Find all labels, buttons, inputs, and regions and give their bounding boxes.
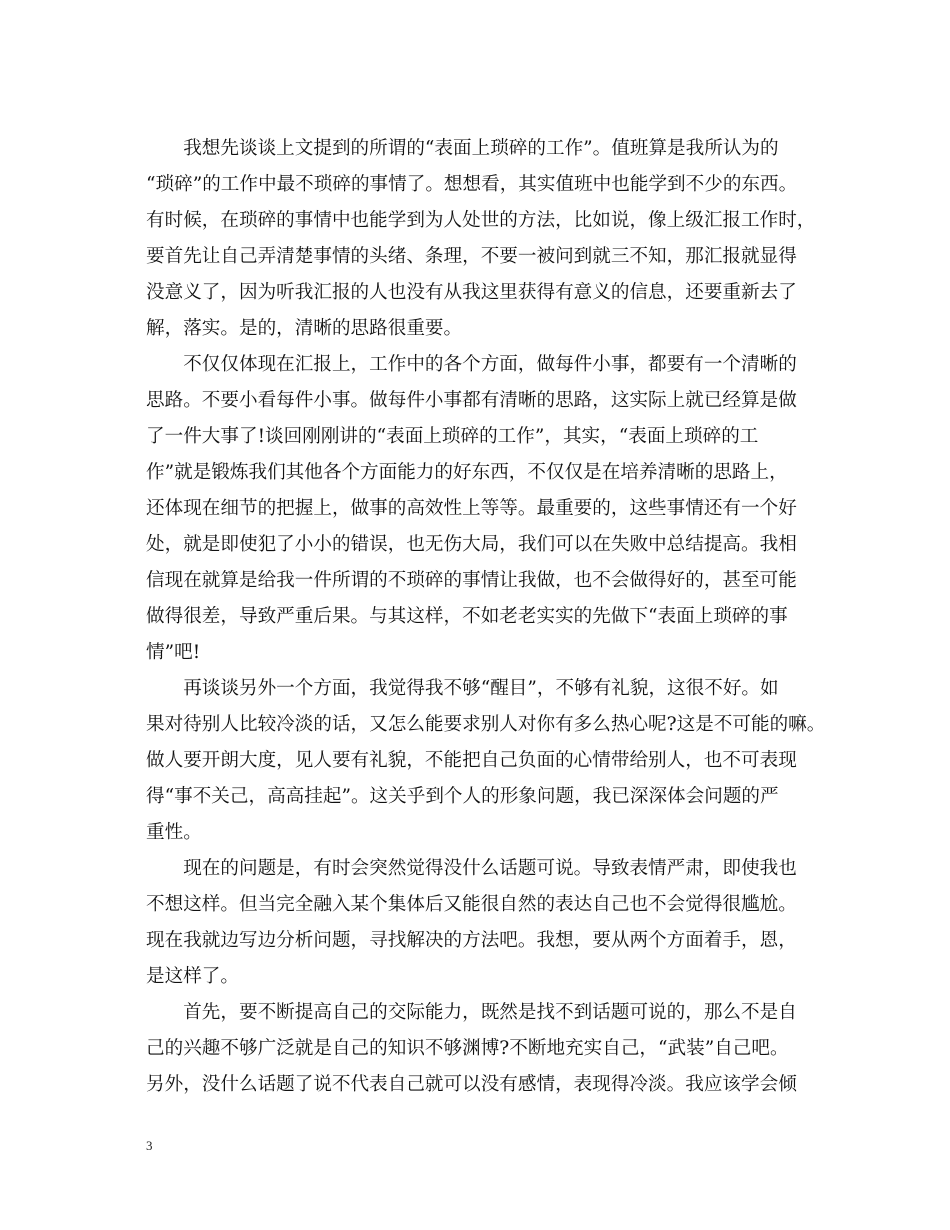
- text-line: 没意义了，因为听我汇报的人也没有从我这里获得有意义的信息，还要重新去了: [146, 282, 797, 303]
- text-line: 解，落实。是的，清晰的思路很重要。: [146, 318, 463, 339]
- text-line: 现在我就边写边分析问题，寻找解决的方法吧。我想，要从两个方面着手，恩，: [146, 930, 797, 951]
- page-number: 3: [146, 1138, 153, 1153]
- text-line: 得“事不关己，高高挂起”。这关乎到个人的形象问题，我已深深体会问题的严: [146, 786, 779, 807]
- text-line: 做人要开朗大度，见人要有礼貌，不能把自己负面的心情带给别人，也不可表现: [146, 750, 797, 771]
- text-line: 情”吧!: [146, 642, 201, 663]
- text-line: 首先，要不断提高自己的交际能力，既然是找不到话题可说的，那么不是自: [146, 1002, 797, 1023]
- text-line: 信现在就算是给我一件所谓的不琐碎的事情让我做，也不会做得好的，甚至可能: [146, 570, 797, 591]
- text-line: 再谈谈另外一个方面，我觉得我不够“醒目”，不够有礼貌，这很不好。如: [146, 678, 779, 699]
- text-line: 果对待别人比较冷淡的话，又怎么能要求别人对你有多么热心呢?这是不可能的嘛。: [146, 714, 826, 735]
- text-line: 作”就是锻炼我们其他各个方面能力的好东西，不仅仅是在培养清晰的思路上，: [146, 462, 788, 483]
- text-line: 要首先让自己弄清楚事情的头绪、条理，不要一被问到就三不知，那汇报就显得: [146, 246, 797, 267]
- text-line: 不仅仅体现在汇报上，工作中的各个方面，做每件小事，都要有一个清晰的: [146, 354, 797, 375]
- text-line: 做得很差，导致严重后果。与其这样，不如老老实实的先做下“表面上琐碎的事: [146, 606, 788, 627]
- text-line: 重性。: [146, 822, 202, 843]
- document-body: [146, 131, 826, 1103]
- text-line: 还体现在细节的把握上，做事的高效性上等等。最重要的，这些事情还有一个好: [146, 498, 797, 519]
- text-line: 有时候，在琐碎的事情中也能学到为人处世的方法，比如说，像上级汇报工作时，: [146, 210, 816, 231]
- text-line: 另外，没什么话题了说不代表自己就可以没有感情，表现得冷淡。我应该学会倾: [146, 1074, 797, 1095]
- text-line: 了一件大事了!谈回刚刚讲的“表面上琐碎的工作”，其实，“表面上琐碎的工: [146, 426, 759, 447]
- text-line: 现在的问题是，有时会突然觉得没什么话题可说。导致表情严肃，即使我也: [146, 858, 797, 879]
- text-line: 处，就是即使犯了小小的错误，也无伤大局，我们可以在失败中总结提高。我相: [146, 534, 797, 555]
- text-line: 不想这样。但当完全融入某个集体后又能很自然的表达自己也不会觉得很尴尬。: [146, 894, 797, 915]
- text-line: 思路。不要小看每件小事。做每件小事都有清晰的思路，这实际上就已经算是做: [146, 390, 797, 411]
- text-line: “琐碎”的工作中最不琐碎的事情了。想想看，其实值班中也能学到不少的东西。: [146, 174, 798, 195]
- text-line: 己的兴趣不够广泛就是自己的知识不够渊博?不断地充实自己，“武装”自己吧。: [146, 1038, 789, 1059]
- text-line: 我想先谈谈上文提到的所谓的“表面上琐碎的工作”。值班算是我所认为的: [146, 138, 779, 159]
- text-line: 是这样了。: [146, 966, 239, 987]
